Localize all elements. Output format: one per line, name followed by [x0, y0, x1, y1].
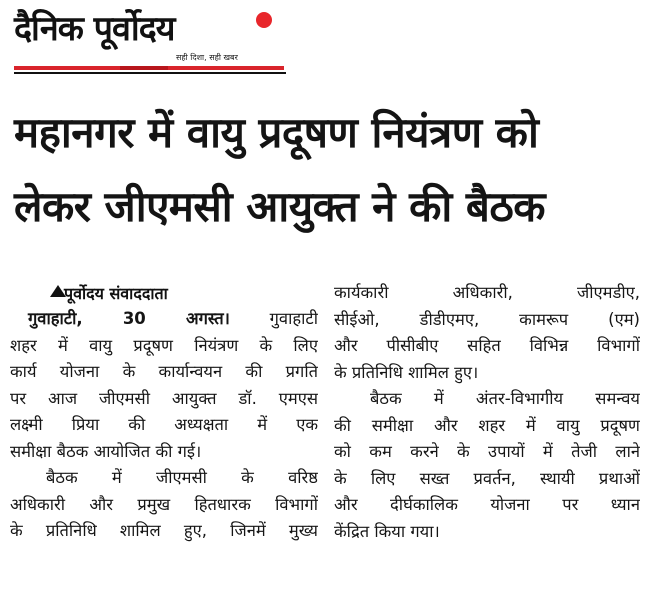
text-line: कार्य योजना के कार्यान्वयन की प्रगति — [10, 362, 318, 381]
text-segment: गुवाहाटी — [229, 309, 318, 328]
logo-red-dot-icon — [256, 12, 272, 28]
byline: पूर्वोदय संवाददाता — [64, 284, 168, 303]
article-headline — [14, 96, 638, 244]
article-column-left — [10, 306, 318, 545]
text-line: शहर में वायु प्रदूषण नियंत्रण के लिए — [10, 335, 318, 355]
text-line: और पीसीबीए सहित विभिन्न विभागों — [334, 336, 640, 355]
text-line: की समीक्षा और शहर में वायु प्रदूषण — [334, 415, 640, 435]
text-line: अधिकारी और प्रमुख हितधारक विभागों — [10, 494, 318, 514]
text-line: को कम करने के उपायों में तेजी लाने — [334, 442, 640, 461]
dateline: गुवाहाटी, 30 अगस्त। — [28, 309, 230, 328]
masthead-rule — [14, 72, 286, 74]
text-line: और दीर्घकालिक योजना पर ध्यान — [334, 495, 640, 514]
masthead-red-bar-accent — [120, 66, 168, 70]
newspaper-logo: दैनिक पूर्वोदय — [14, 9, 175, 49]
text-line — [10, 306, 318, 333]
headline-line-1: महानगर में वायु प्रदूषण नियंत्रण को — [14, 108, 539, 157]
text-line: के प्रतिनिधि शामिल हुए। — [334, 362, 479, 382]
text-line: लक्ष्मी प्रिया की अध्यक्षता में एक — [10, 415, 318, 434]
text-line: के लिए सख्त प्रवर्तन, स्थायी प्रथाओं — [334, 468, 640, 488]
article-column-right — [334, 280, 640, 545]
text-line: केंद्रित किया गया। — [334, 521, 440, 541]
text-line: बैठक में जीएमसी के वरिष्ठ — [46, 468, 318, 487]
text-line: सीईओ, डीडीएमए, कामरूप (एम) — [334, 309, 640, 329]
newspaper-tagline: सही दिशा, सही खबर — [176, 53, 238, 62]
masthead — [8, 4, 288, 74]
text-line: पर आज जीएमसी आयुक्त डॉ. एमएस — [10, 388, 318, 408]
headline-line-2: लेकर जीएमसी आयुक्त ने की बैठक — [14, 182, 545, 231]
text-line: कार्यकारी अधिकारी, जीएमडीए, — [334, 283, 640, 302]
text-line: के प्रतिनिधि शामिल हुए, जिनमें मुख्य — [10, 521, 318, 540]
text-line: समीक्षा बैठक आयोजित की गई। — [10, 441, 202, 461]
text-line: बैठक में अंतर-विभागीय समन्वय — [370, 389, 640, 408]
